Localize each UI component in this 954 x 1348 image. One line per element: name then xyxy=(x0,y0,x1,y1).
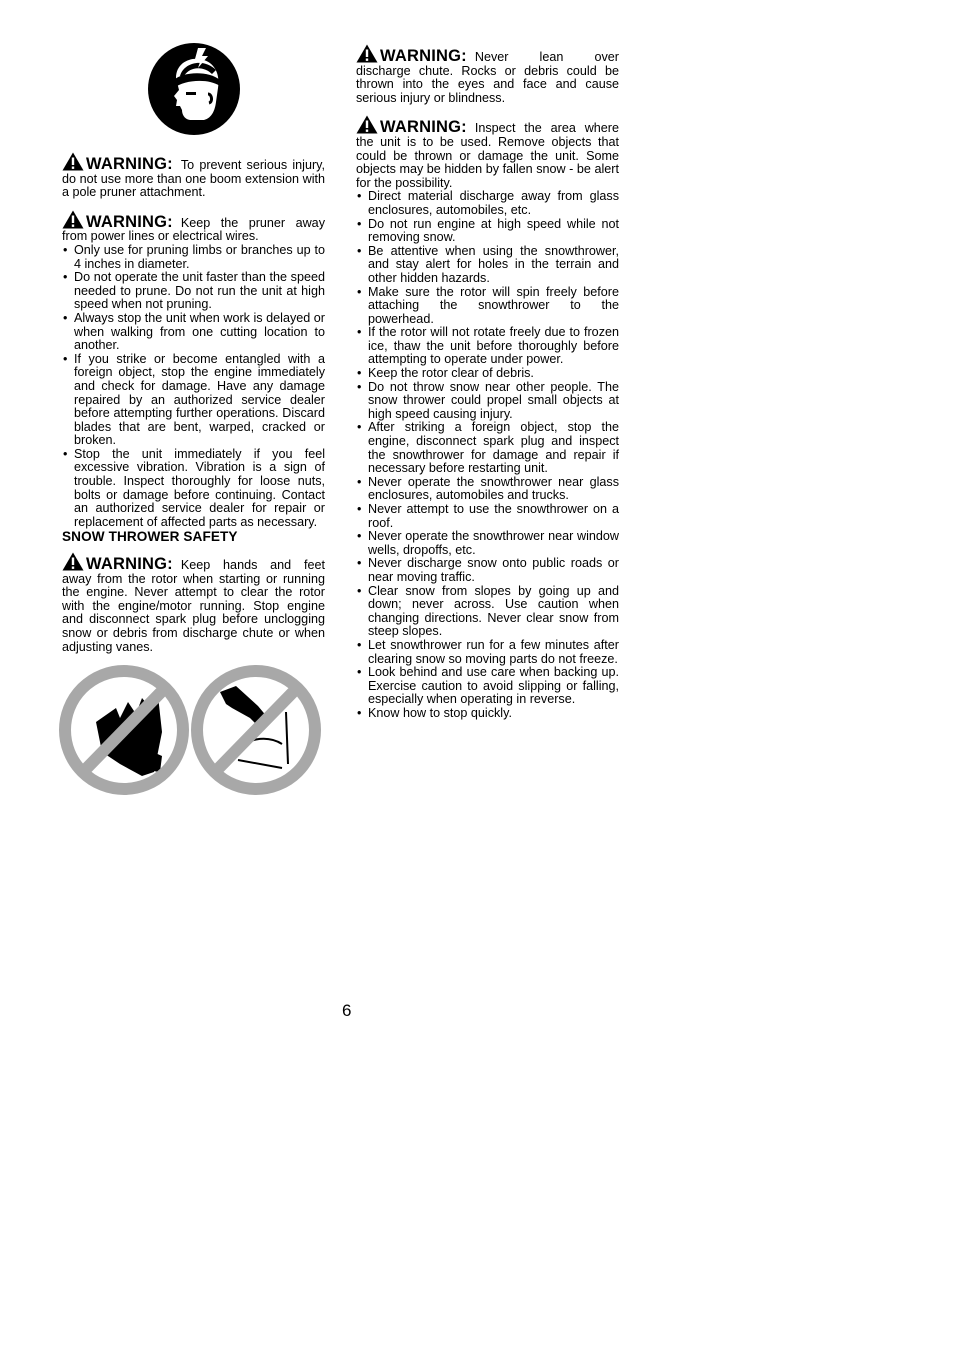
list-item: • Look behind and use care when backing up. Exercise caution to avoid slipping or falling, especially when operating in reverse. xyxy=(356,666,619,707)
list-item: • Be attentive when using the snowthrower, and stay alert for holes in the terrain and other hidden hazards. xyxy=(356,245,619,286)
list-item: • Clear snow from slopes by going up and down; never across. Use caution when changing directions. Never clear snow from steep slopes. xyxy=(356,585,619,639)
warning-triangle-icon xyxy=(356,115,378,134)
no-feet-prohibition-icon xyxy=(197,671,315,789)
warning-triangle-icon xyxy=(356,44,378,63)
list-item: • Keep the rotor clear of debris. xyxy=(356,367,619,381)
list-item: • Make sure the rotor will spin freely before attaching the snowthrower to the powerhead. xyxy=(356,286,619,327)
warning-text: Never lean over discharge chute. Rocks or debris could be thrown into the eyes and face and cause serious injury or blindness. xyxy=(356,50,619,105)
page-number: 6 xyxy=(342,1001,352,1020)
warning-text: Keep hands and feet away from the rotor when starting or running the engine. Never attempt to clear the rotor with the engine/motor running. Stop engine and disconnect spark plug before unclogging snow or debris from discharge chute or when adjusting vanes. xyxy=(62,558,325,654)
warning-text: Inspect the area where the unit is to be used. Remove objects that could be thrown or damage the unit. Some objects may be hidden by fallen snow - be alert for the possibility. xyxy=(356,121,619,190)
list-item: • Stop the unit immediately if you feel excessive vibration. Vibration is a sign of trouble. Inspect thoroughly for loose nuts, bolts or damage before continuing. Contact an authorized service dealer for repair or replacement of affected parts as necessary. xyxy=(62,448,325,530)
warning-label: WARNING: xyxy=(86,555,173,574)
warning-label: WARNING: xyxy=(380,118,467,137)
list-item: • Never operate the snowthrower near glass enclosures, automobiles and trucks. xyxy=(356,476,619,503)
warning-triangle-icon xyxy=(62,210,84,229)
list-item: • Do not throw snow near other people. The snow thrower could propel small objects at high speed causing injury. xyxy=(356,381,619,422)
discharge-chute-warning xyxy=(356,44,619,105)
pole-pruner-warning xyxy=(62,152,325,200)
warning-label: WARNING: xyxy=(86,155,173,173)
list-item: • If the rotor will not rotate freely due to frozen ice, thaw the unit before thoroughly before attempting to operate under power. xyxy=(356,326,619,367)
rotor-warning xyxy=(62,552,325,654)
list-item: • Always stop the unit when work is delayed or when walking from one cutting location to another. xyxy=(62,312,325,353)
section-title: SNOW THROWER SAFETY xyxy=(62,529,238,545)
power-lines-warning xyxy=(62,210,325,244)
warning-triangle-icon xyxy=(62,152,84,171)
hard-hat-head-icon xyxy=(146,40,242,138)
warning-text: Keep the pruner away from power lines or electrical wires. xyxy=(62,215,325,244)
list-item: • Never attempt to use the snowthrower on a roof. xyxy=(356,503,619,530)
pruner-safety-list xyxy=(62,244,325,529)
warning-text: To prevent serious injury, do not use more than one boom extension with a pole pruner attachment. xyxy=(62,158,325,200)
inspect-area-warning xyxy=(356,115,619,190)
list-item: • Let snowthrower run for a few minutes after clearing snow so moving parts do not freeze. xyxy=(356,639,619,666)
list-item: • After striking a foreign object, stop the engine, disconnect spark plug and inspect the snowthrower for damage and repair if necessary before restarting unit. xyxy=(356,421,619,475)
list-item: • Direct material discharge away from glass enclosures, automobiles, etc. xyxy=(356,190,619,217)
list-item: • Only use for pruning limbs or branches up to 4 inches in diameter. xyxy=(62,244,325,271)
list-item: • Never discharge snow onto public roads or near moving traffic. xyxy=(356,557,619,584)
prohibition-icons xyxy=(58,660,324,800)
left-column xyxy=(62,40,325,800)
no-hands-prohibition-icon xyxy=(65,671,183,789)
list-item: • Never operate the snowthrower near window wells, dropoffs, etc. xyxy=(356,530,619,557)
list-item: • Do not operate the unit faster than the speed needed to prune. Do not run the unit at high speed when not pruning. xyxy=(62,271,325,312)
right-column xyxy=(356,44,619,721)
snowthrower-safety-list xyxy=(356,190,619,720)
list-item: • Know how to stop quickly. xyxy=(356,707,619,721)
list-item: • Do not run engine at high speed while not removing snow. xyxy=(356,218,619,245)
warning-triangle-icon xyxy=(62,552,84,571)
list-item: • If you strike or become entangled with a foreign object, stop the engine immediately and check for damage. Have any damage repaired by an authorized service dealer before attempting further operations. Discard blades that are bent, warped, cracked or broken. xyxy=(62,353,325,448)
warning-label: WARNING: xyxy=(86,212,173,231)
warning-label: WARNING: xyxy=(380,47,467,65)
